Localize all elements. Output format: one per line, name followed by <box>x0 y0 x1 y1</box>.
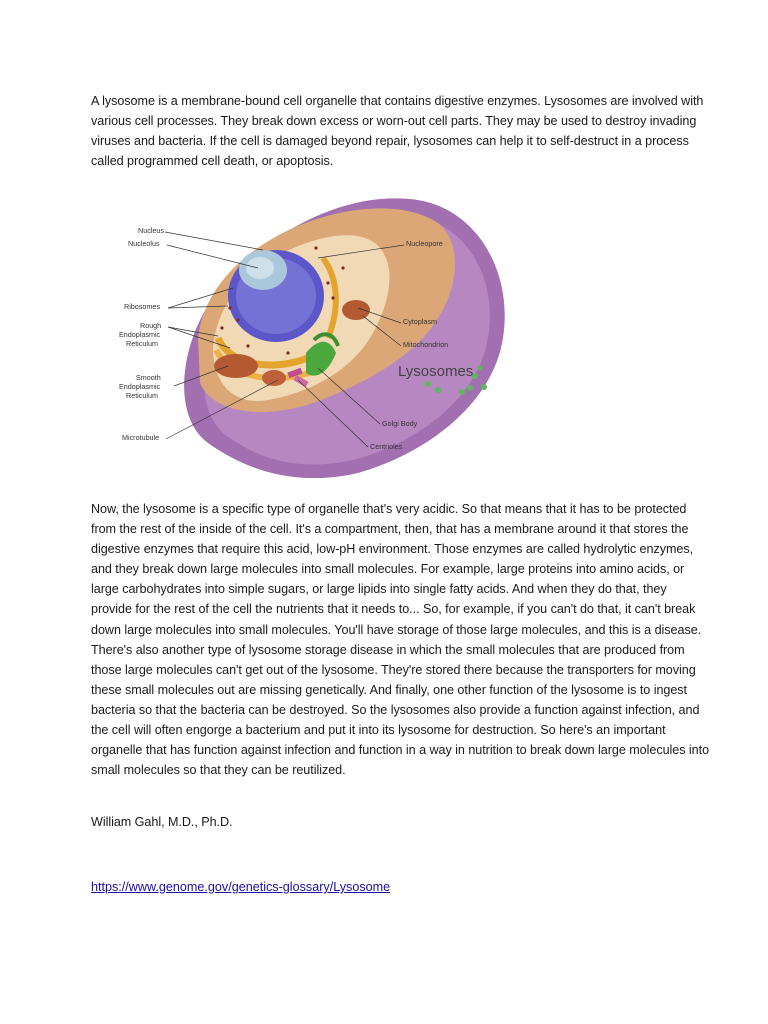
label-microtubule: Microtubule <box>122 433 160 442</box>
intro-paragraph: A lysosome is a membrane-bound cell organelle that contains digestive enzymes. Lysosomes are involved with various cell processes. They break down excess or worn-out cell parts. They may be used to destroy invading viruses and bacteria. If the cell is damaged beyond repair, lysosomes can help it to self-destruct in a process called programmed cell death, or apoptosis. <box>91 94 704 169</box>
label-nucleopore: Nucleopore <box>406 239 443 248</box>
animal-cell-diagram <box>118 188 510 478</box>
label-golgi-body: Golgi Body <box>382 419 418 428</box>
source-link[interactable]: https://www.genome.gov/genetics-glossary/Lysosome <box>91 880 391 894</box>
label-ribosomes: Ribosomes <box>124 302 160 311</box>
mitochondrion <box>262 370 286 386</box>
label-smooth-er-2: Endoplasmic <box>119 382 161 391</box>
label-smooth-er-1: Smooth <box>136 373 161 382</box>
label-rough-er-1: Rough <box>140 321 162 330</box>
mitochondrion <box>342 300 370 320</box>
label-rough-er-2: Endoplasmic <box>119 330 161 339</box>
signature-line: William Gahl, M.D., Ph.D. <box>91 815 233 829</box>
label-mitochondrion: Mitochondrion <box>403 340 449 349</box>
label-rough-er-3: Reticulum <box>126 339 158 348</box>
label-cytoplasm: Cytoplasm <box>403 317 437 326</box>
cell-illustration <box>118 188 510 478</box>
nucleolus-core <box>246 257 274 279</box>
label-nucleolus: Nucleolus <box>128 239 160 248</box>
label-centrioles: Centrioles <box>370 442 403 451</box>
label-lysosomes: Lysosomes <box>398 363 474 380</box>
quote-paragraph: Now, the lysosome is a specific type of organelle that's very acidic. So that means that it has to be protected from the rest of the inside of the cell. It's a compartment, then, that has a membrane around it that stores the digestive enzymes that require this acid, low-pH environment. Those enzymes are called hydrolytic enzymes, and they break down large molecules into small molecules. For example, large proteins into amino acids, or large carbohydrates into simple sugars, or large lipids into single fatty acids. And when they do that, they provide for the rest of the cell the nutrients that it needs to... So, for example, if you can't do that, it can't break down large molecules into small molecules. You'll have storage of those large molecules, and this is a disease. There's also another type of lysosome storage disease in which the small molecules that are produced from those large molecules can't get out of the lysosome. They're stored there because the transporters for moving these small molecules out are missing genetically. And finally, one other function of the lysosome is to ingest bacteria so that the bacteria can be destroyed. So the lysosomes also provide a function against infection, and the cell will often engorge a bacterium and put it into its lysosome for destruction. So here's an important organelle that has function against infection and function in a way in nutrition to break down large molecules into small molecules so that they can be reutilized. <box>91 502 710 778</box>
label-nucleus: Nucleus <box>138 226 164 235</box>
mitochondrion <box>214 354 258 378</box>
label-smooth-er-3: Reticulum <box>126 391 158 400</box>
